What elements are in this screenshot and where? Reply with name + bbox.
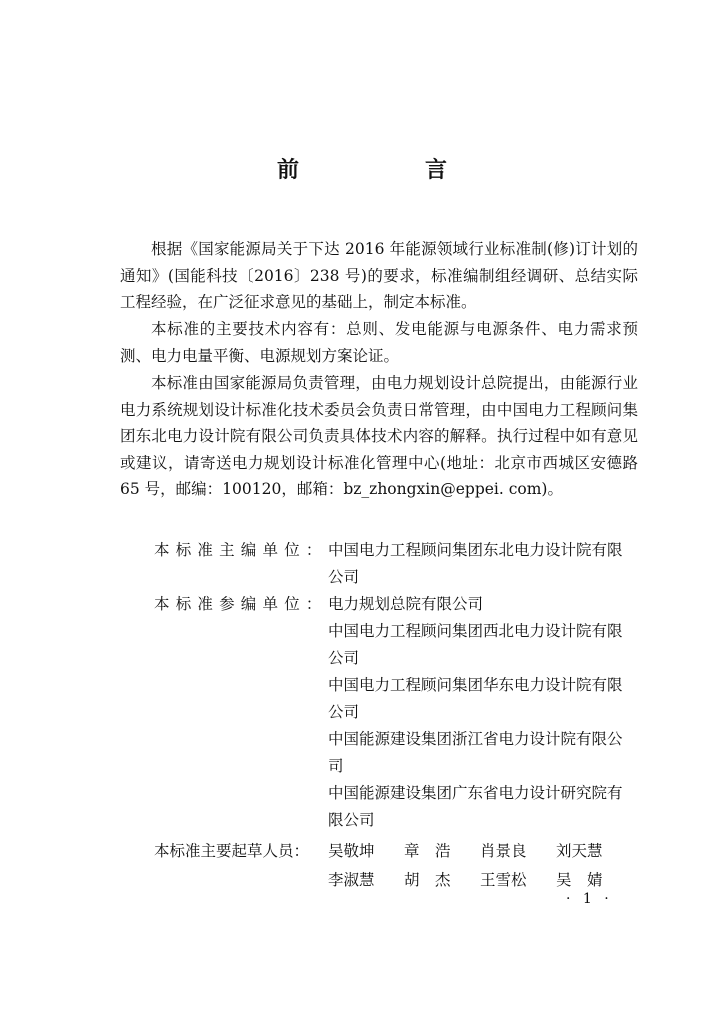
paragraph-management: 本标准由国家能源局负责管理，由电力规划设计总院提出，由能源行业电力系统规划设计标准化技术委员会负责日常管理，由中国电力工程顾问集团东北电力设计院有限公司负责具体技术内容的解释。执行过程中如有意见或建议，请寄送电力规划设计标准化管理中心(地址：北京市西城区安德路 65 号，邮编：100120，邮箱：bz_zhongxin@eppei. com)。: [120, 374, 638, 498]
drafters-row-1: [328, 836, 632, 866]
participating-unit-item: 中国电力工程顾问集团华东电力设计院有限公司: [328, 676, 623, 721]
drafter-name: 肖景良: [480, 842, 527, 860]
drafter-name: 刘天慧: [556, 842, 603, 860]
participating-unit-item: 中国能源建设集团浙江省电力设计院有限公司: [328, 730, 623, 775]
participating-unit-item: 中国能源建设集团广东省电力设计研究院有限公司: [328, 784, 623, 829]
page-title: 前 言: [276, 157, 499, 183]
paragraph-basis: 根据《国家能源局关于下达 2016 年能源领域行业标准制(修)订计划的通知》(国能科技〔2016〕238 号)的要求，标准编制组经调研、总结实际工程经验，在广泛征求意见的基础上，制定本标准。: [120, 240, 638, 311]
drafter-name: 吴敬坤: [328, 842, 375, 860]
chief-unit-label: 本标准主编单位：: [154, 541, 328, 559]
participating-units-label: 本标准参编单位：: [154, 595, 328, 613]
drafters-label: 本标准主要起草人员：: [154, 842, 310, 860]
participating-unit-item: 电力规划总院有限公司: [328, 595, 484, 613]
drafter-name: 王雪松: [480, 871, 527, 889]
drafter-name: 吴 婧: [556, 871, 603, 889]
participating-unit-item: 中国电力工程顾问集团西北电力设计院有限公司: [328, 622, 623, 667]
page-number: · 1 ·: [566, 891, 613, 907]
paragraph-contents: 本标准的主要技术内容有：总则、发电能源与电源条件、电力需求预测、电力电量平衡、电源规划方案论证。: [120, 320, 638, 365]
drafter-name: 胡 杰: [404, 871, 451, 889]
drafter-name: 章 浩: [404, 842, 451, 860]
drafter-name: 李淑慧: [328, 871, 375, 889]
chief-unit-value: 中国电力工程顾问集团东北电力设计院有限公司: [328, 541, 623, 586]
